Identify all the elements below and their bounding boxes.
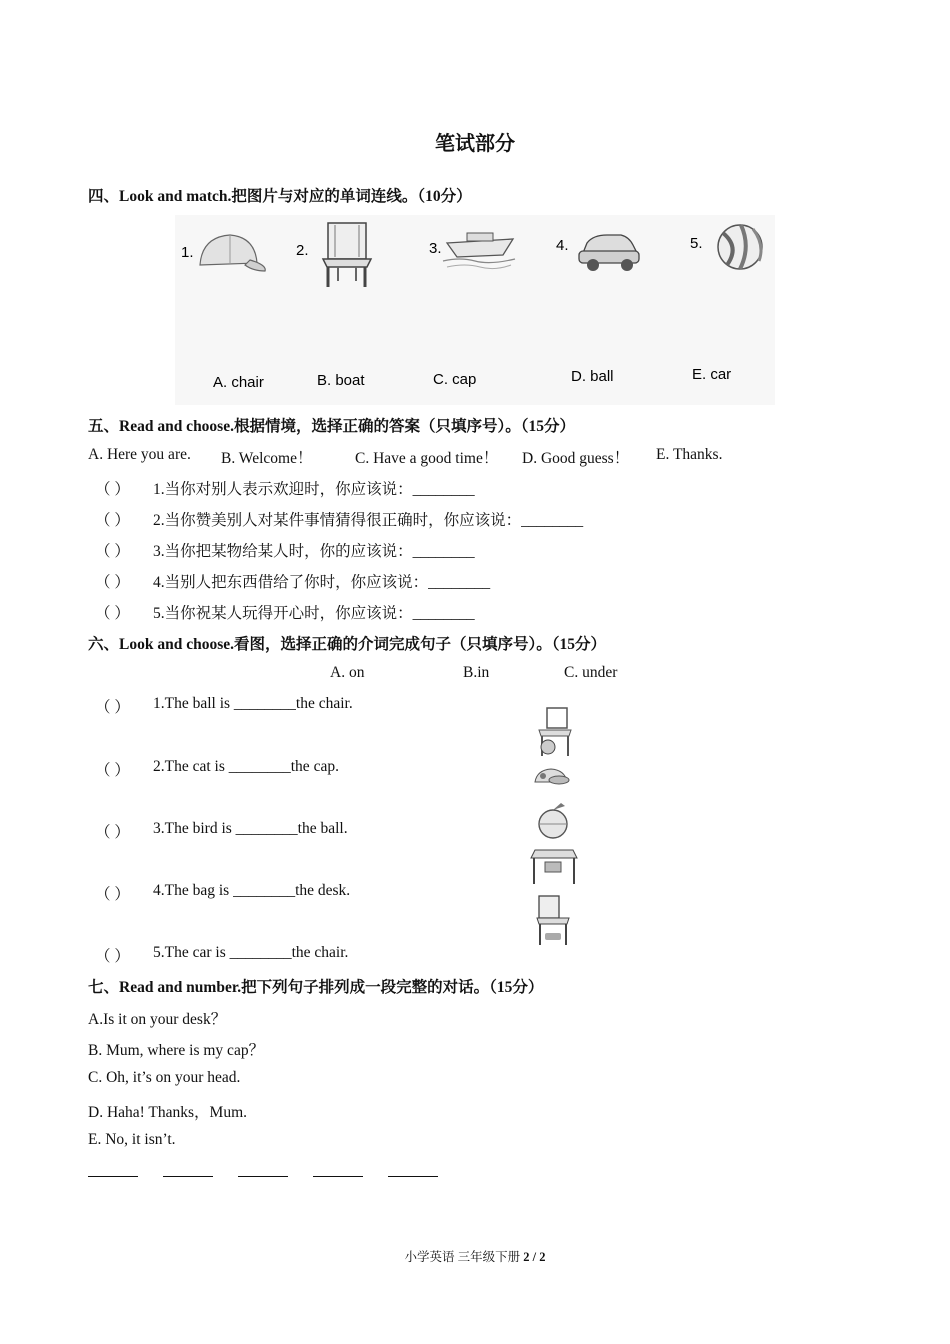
section-6-heading: 六、Look and choose.看图，选择正确的介词完成句子（只填序号）。（15分） — [88, 636, 606, 653]
pic-number: 5. — [690, 235, 703, 252]
ball-under-chair-icon — [539, 708, 571, 756]
answer-paren[interactable]: （ ） — [95, 574, 130, 591]
match-word: E. car — [692, 366, 732, 383]
match-word: A. chair — [213, 374, 264, 391]
order-blank[interactable] — [388, 1175, 438, 1177]
section-4-heading: 四、Look and match.把图片与对应的单词连线。（10分） — [88, 188, 472, 205]
answer-paren[interactable]: （ ） — [95, 948, 130, 965]
pic-number: 2. — [296, 242, 309, 259]
dialogue-line: D. Haha! Thanks，Mum. — [88, 1104, 247, 1121]
section-7-heading: 七、Read and number.把下列句子排列成一段完整的对话。（15分） — [88, 979, 544, 996]
option: A. Here you are. — [88, 446, 191, 463]
question: 1.The ball is ________the chair. — [153, 695, 353, 712]
answer-paren[interactable]: （ ） — [95, 824, 130, 841]
option: C. Have a good time！ — [355, 450, 499, 467]
question: 4.The bag is ________the desk. — [153, 882, 351, 899]
page-title: 笔试部分 — [435, 133, 515, 155]
ball-icon — [718, 225, 762, 269]
question: 2.当你赞美别人对某件事情猜得很正确时，你应该说：________ — [153, 512, 584, 529]
question: 3.The bird is ________the ball. — [153, 820, 348, 837]
page-number: 2 / 2 — [523, 1250, 546, 1264]
pic-number: 1. — [181, 244, 194, 261]
answer-paren[interactable]: （ ） — [95, 762, 130, 779]
dialogue-line: C. Oh, it’s on your head. — [88, 1069, 241, 1086]
match-illustrations — [175, 215, 775, 405]
dialogue-line: B. Mum, where is my cap？ — [88, 1042, 265, 1059]
question: 2.The cat is ________the cap. — [153, 758, 339, 775]
order-blank[interactable] — [163, 1175, 213, 1177]
answer-paren[interactable]: （ ） — [95, 699, 130, 716]
dialogue-line: E. No, it isn’t. — [88, 1131, 176, 1148]
footer-text: 小学英语 三年级下册 — [404, 1250, 524, 1264]
bird-on-ball-icon — [539, 803, 567, 838]
preposition-pictures — [525, 700, 595, 950]
question: 5.当你祝某人玩得开心时，你应该说：________ — [153, 605, 475, 622]
order-blanks — [88, 1163, 448, 1177]
page-footer — [0, 1247, 950, 1265]
question: 5.The car is ________the chair. — [153, 944, 349, 961]
order-blank[interactable] — [238, 1175, 288, 1177]
dialogue-line: A.Is it on your desk？ — [88, 1011, 227, 1028]
preposition-illustrations — [525, 700, 595, 950]
question: 1.当你对别人表示欢迎时，你应该说：________ — [153, 481, 475, 498]
pic-number: 4. — [556, 237, 569, 254]
match-word: B. boat — [317, 372, 365, 389]
match-word: C. cap — [433, 371, 477, 388]
match-pictures — [175, 215, 775, 405]
option: E. Thanks. — [656, 446, 723, 463]
option: C. under — [564, 664, 618, 681]
answer-paren[interactable]: （ ） — [95, 605, 130, 622]
order-blank[interactable] — [88, 1175, 138, 1177]
car-under-chair-icon — [537, 896, 569, 945]
answer-paren[interactable]: （ ） — [95, 512, 130, 529]
cat-in-cap-icon — [535, 769, 569, 784]
option: B.in — [463, 664, 490, 681]
option: B. Welcome！ — [221, 450, 313, 467]
question: 4.当别人把东西借给了你时，你应该说：________ — [153, 574, 491, 591]
option: D. Good guess！ — [522, 450, 630, 467]
question: 3.当你把某物给某人时，你的应该说：________ — [153, 543, 475, 560]
bag-under-desk-icon — [531, 850, 577, 884]
order-blank[interactable] — [313, 1175, 363, 1177]
answer-paren[interactable]: （ ） — [95, 886, 130, 903]
section-5-heading: 五、Read and choose.根据情境，选择正确的答案（只填序号）。（15分） — [88, 418, 575, 435]
pic-number: 3. — [429, 240, 442, 257]
answer-paren[interactable]: （ ） — [95, 543, 130, 560]
match-word: D. ball — [571, 368, 614, 385]
option: A. on — [330, 664, 365, 681]
answer-paren[interactable]: （ ） — [95, 481, 130, 498]
